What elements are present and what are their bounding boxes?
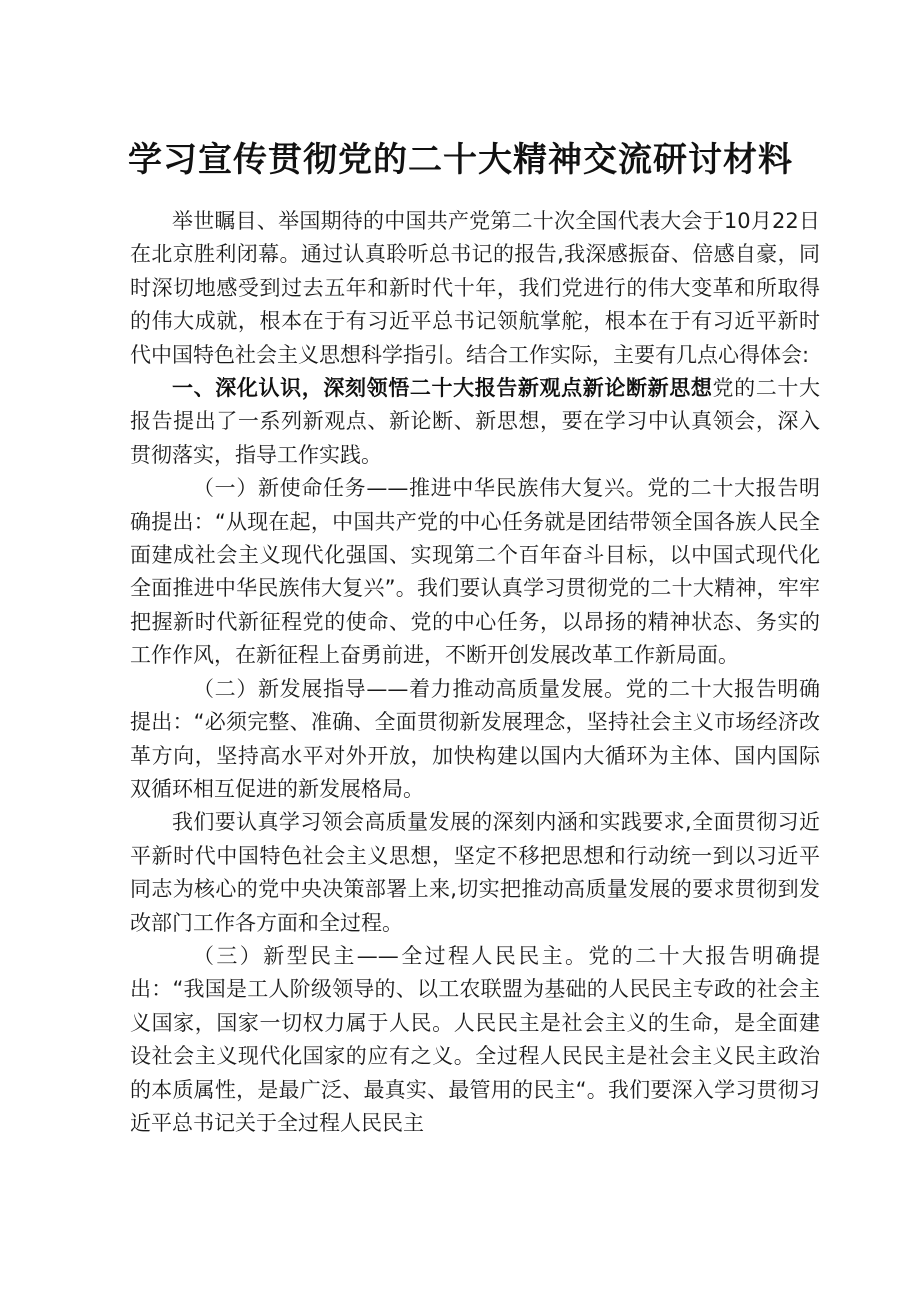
paragraph-section-one [130,372,820,472]
section-text: 党的二十大报告提出了一系列新观点、新论断、新思想，要在学习中认真领会，深入贯彻落实，指导工作实践。 [130,376,820,467]
paragraph-item-three: （三）新型民主——全过程人民民主。党的二十大报告明确提出：“我国是工人阶级领导的、以工农联盟为基础的人民民主专政的社会主义国家，国家一切权力属于人民。人民民主是社会主义的生命，是全面建设社会主义现代化国家的应有之义。全过程人民民主是社会主义民主政治的本质属性，是最广泛、最真实、最管用的民主“。我们要深入学习贯彻习近平总书记关于全过程人民民主 [130,943,820,1135]
paragraph-intro: 举世瞩目、举国期待的中国共产党第二十次全国代表大会于10月22日在北京胜利闭幕。通过认真聆听总书记的报告,我深感振奋、倍感自豪，同时深切地感受到过去五年和新时代十年，我们党进行的伟大变革和所取得的伟大成就，根本在于有习近平总书记领航掌舵，根本在于有习近平新时代中国特色社会主义思想科学指引。结合工作实际，主要有几点心得体会: [130,209,820,367]
document-body [130,205,820,1140]
paragraph-item-two: （二）新发展指导——着力推动高质量发展。党的二十大报告明确提出：“必须完整、准确、全面贯彻新发展理念，坚持社会主义市场经济改革方向，坚持高水平对外开放，加快构建以国内大循环为主体、国内国际双循环相互促进的新发展格局。 [130,676,820,801]
section-heading: 一、深化认识，深刻领悟二十大报告新观点新论断新思想 [172,376,713,401]
paragraph-item-one: （一）新使命任务——推进中华民族伟大复兴。党的二十大报告明确提出：“从现在起，中国共产党的中心任务就是团结带领全国各族人民全面建成社会主义现代化强国、实现第二个百年奋斗目标，以中国式现代化全面推进中华民族伟大复兴”。我们要认真学习贯彻党的二十大精神，牢牢把握新时代新征程党的使命、党的中心任务，以昂扬的精神状态、务实的工作作风，在新征程上奋勇前进，不断开创发展改革工作新局面。 [130,476,820,668]
paragraph-item-two-continued: 我们要认真学习领会高质量发展的深刻内涵和实践要求,全面贯彻习近平新时代中国特色社会主义思想，坚定不移把思想和行动统一到以习近平同志为核心的党中央决策部署上来,切实把推动高质量发展的要求贯彻到发改部门工作各方面和全过程。 [130,810,820,935]
document-title: 学习宣传贯彻党的二十大精神交流研讨材料 [128,140,793,180]
